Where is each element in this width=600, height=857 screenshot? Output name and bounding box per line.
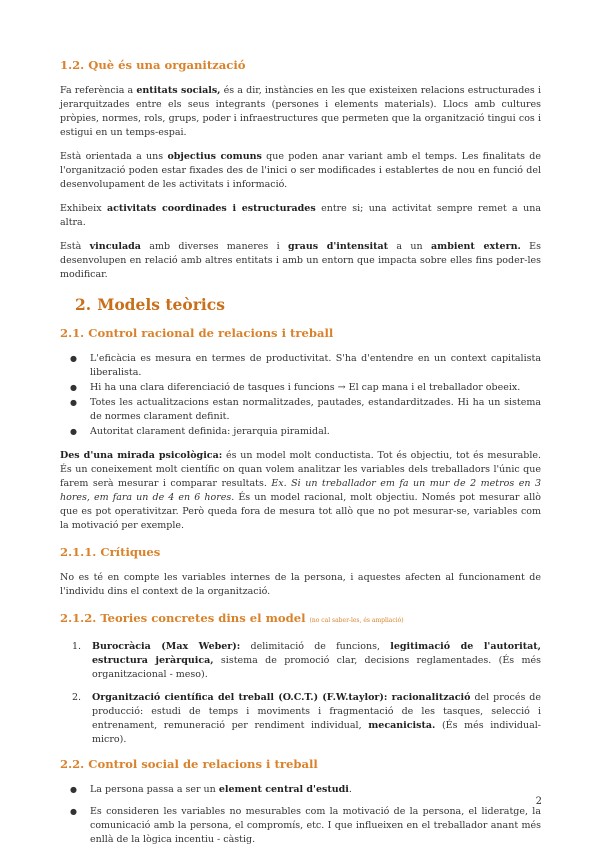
bullet-list bbox=[60, 352, 541, 439]
paragraph: Des d'una mirada psicològica: és un model molt conductista. Tot és objectiu, tot és mesurable. És un coneixement molt científic on quan volem analitzar les variables dels treballadors l'únic que farem serà mesurar i comparar resultats. Ex. Si un treballador em fa un mur de 2 metros en 3 hores, em fara un de 4 en 6 hores. És un model racional, molt objectiu. Només pot mesurar allò que es pot operativitzar. Però queda fora de mesura tot allò que no pot mesurar-se, variables com la motivació per exemple. bbox=[60, 450, 541, 531]
heading-note: (no cal saber-les, és ampliació) bbox=[309, 617, 404, 624]
section-heading-2-1-1: 2.1.1. Crítiques bbox=[60, 545, 161, 559]
section-heading-1-2: 1.2. Què és una organització bbox=[60, 58, 246, 72]
page-number: 2 bbox=[535, 796, 542, 807]
list-item: ● Es consideren les variables no mesurables com la motivació de la persona, el lideratge, la comunicació amb la persona, el compromís, etc. I que influeixen en el treballador anant més enllà de la lògica incentiu - càstig. bbox=[90, 805, 541, 847]
paragraph: Està vinculada amb diverses maneres i graus d'intensitat a un ambient extern. Es desenvolupen en relació amb altres entitats i amb un entorn que impacta sobre elles fins poder-les modificar. bbox=[60, 241, 541, 280]
bullet-list bbox=[60, 783, 541, 847]
paragraph: Fa referència a entitats socials, és a dir, instàncies en les que existeixen relacions estructurades i jerarquitzades entre els seus integrants (persones i elements materials). Llocs amb cultures pròpies, normes, rols, grups, poder i infraestructures que permeten que la organització tingui cos i estigui en un temps-espai. bbox=[60, 85, 541, 138]
paragraph: No es té en compte les variables internes de la persona, i aquestes afecten al funcionament de l'individu dins el context de la organització. bbox=[60, 572, 541, 597]
list-item: ● Totes les actualitzacions estan normalitzades, pautades, estandarditzades. Hi ha un sistema de normes clarament definit. bbox=[90, 396, 541, 424]
section-heading-2-2: 2.2. Control social de relacions i treball bbox=[60, 757, 318, 771]
page-content bbox=[60, 58, 541, 857]
list-item: ● Autoritat clarament definida: jerarquia piramidal. bbox=[90, 425, 541, 439]
paragraph: Exhibeix activitats coordinades i estructurades entre si; una activitat sempre remet a una altra. bbox=[60, 203, 541, 228]
chapter-heading-2: 2. Models teòrics bbox=[75, 295, 225, 314]
list-item: ● La persona passa a ser un element central d'estudi. bbox=[90, 783, 541, 797]
paragraph: Està orientada a uns objectius comuns que poden anar variant amb el temps. Les finalitats de l'organització poden estar fixades des de l'inici o ser modificades i establertes de nou en funció del desenvolupament de les activitats i informació. bbox=[60, 151, 541, 190]
list-item: 1. Burocràcia (Max Weber): delimitació de funcions, legitimació de l'autoritat, estructura jeràrquica, sistema de promoció clar, decisions reglamentades. (És més organitzacional - meso). bbox=[72, 641, 542, 680]
list-item: ● Hi ha una clara diferenciació de tasques i funcions → El cap mana i el treballador obeeix. bbox=[90, 381, 541, 395]
section-heading-2-1-2: 2.1.2. Teories concretes dins el model (no cal saber-les, és ampliació) bbox=[60, 611, 404, 625]
list-item: 2. Organització científica del treball (O.C.T.) (F.W.taylor): racionalització del procés de producció: estudi de temps i moviments i fragmentació de les tasques, selecció i entrenament, remuneració per rendiment individual, mecanicista. (És més individual-micro). bbox=[72, 692, 542, 745]
section-heading-2-1: 2.1. Control racional de relacions i treball bbox=[60, 326, 334, 340]
list-item: ● L'eficàcia es mesura en termes de productivitat. S'ha d'entendre en un context capitalista liberalista. bbox=[90, 352, 541, 380]
numbered-list bbox=[60, 640, 541, 747]
